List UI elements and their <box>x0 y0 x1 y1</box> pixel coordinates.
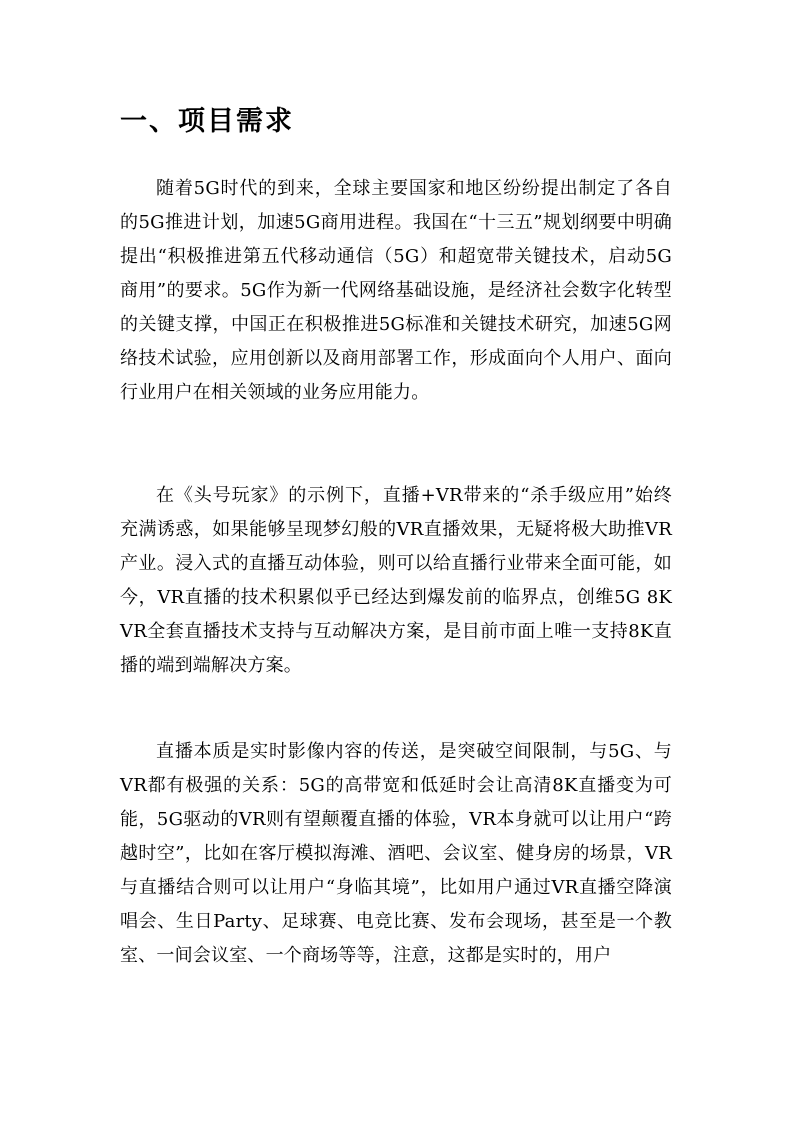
section-heading: 一、项目需求 <box>120 106 294 137</box>
paragraph-vr-live-streaming: 在《头号玩家》的示例下，直播+VR带来的“杀手级应用”始终充满诱惑，如果能够呈现梦幻般的VR直播效果，无疑将极大助推VR产业。浸入式的直播互动体验，则可以给直播行业带来全面可能，如今，VR直播的技术积累似乎已经达到爆发前的临界点，创维5G 8K VR全套直播技术支持与互动解决方案，是目前市面上唯一支持8K直播的端到端解决方案。 <box>120 485 672 676</box>
paragraph-live-streaming-essence: 直播本质是实时影像内容的传送，是突破空间限制，与5G、与VR都有极强的关系：5G的高带宽和低延时会让高清8K直播变为可能，5G驱动的VR则有望颠覆直播的体验，VR本身就可以让用户“跨越时空”，比如在客厅模拟海滩、酒吧、会议室、健身房的场景，VR与直播结合则可以让用户“身临其境”，比如用户通过VR直播空降演唱会、生日Party、足球赛、电竞比赛、发布会现场，甚至是一个教室、一间会议室、一个商场等等，注意，这都是实时的，用户 <box>120 741 672 966</box>
paragraph-5g-background: 随着5G时代的到来，全球主要国家和地区纷纷提出制定了各自的5G推进计划，加速5G商用进程。我国在“十三五”规划纲要中明确提出“积极推进第五代移动通信（5G）和超宽带关键技术，启动5G商用”的要求。5G作为新一代网络基础设施，是经济社会数字化转型的关键支撑，中国正在积极推进5G标准和关键技术研究，加速5G网络技术试验，应用创新以及商用部署工作，形成面向个人用户、面向行业用户在相关领域的业务应用能力。 <box>120 178 672 403</box>
